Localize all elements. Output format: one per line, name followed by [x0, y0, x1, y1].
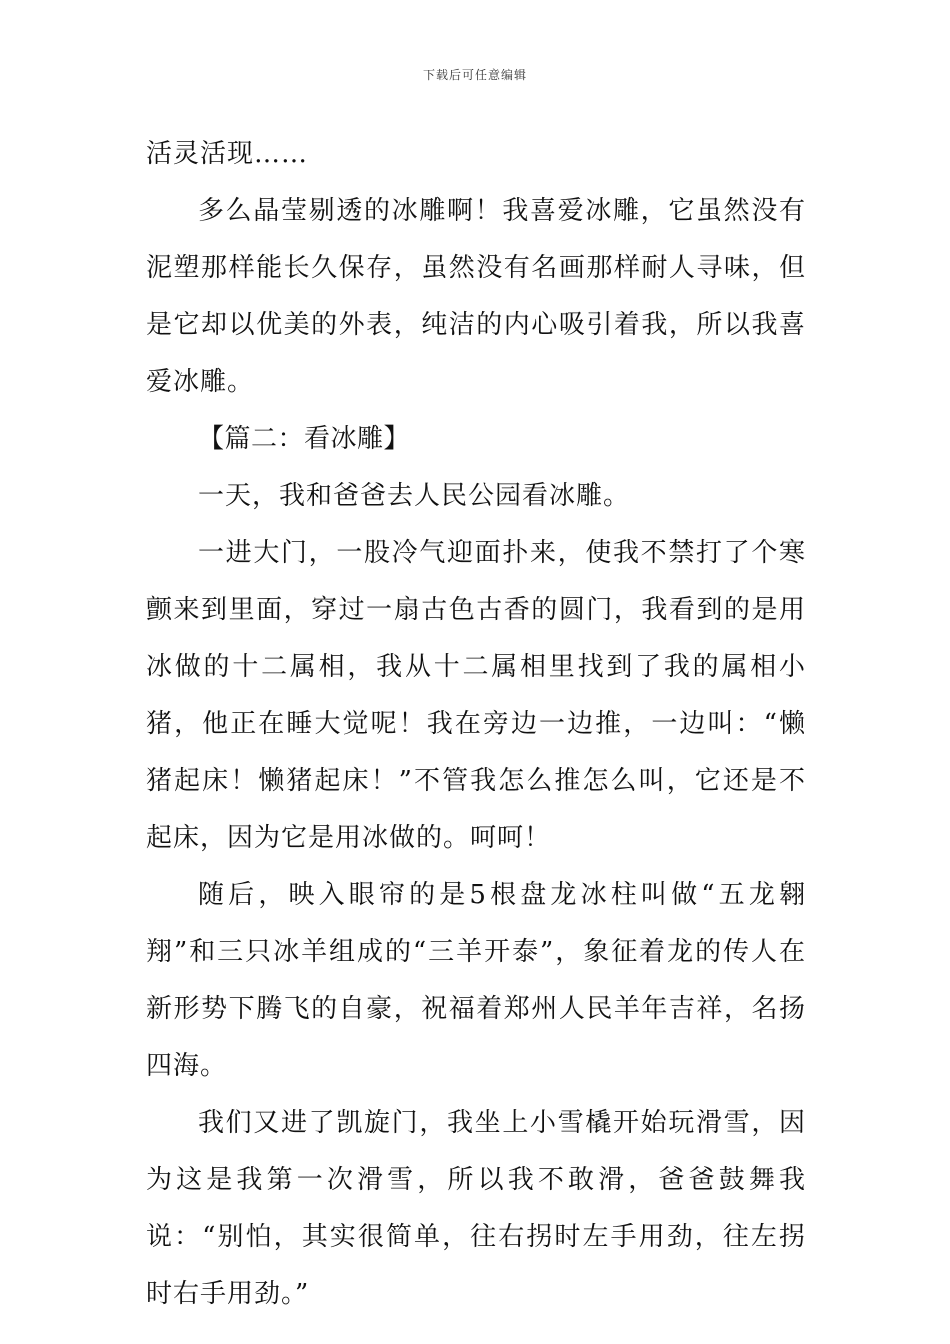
paragraph-conclusion: 多么晶莹剔透的冰雕啊！我喜爱冰雕，它虽然没有泥塑那样能长久保存，虽然没有名画那样耐人寻味，但是它却以优美的外表，纯洁的内心吸引着我，所以我喜爱冰雕。	[146, 196, 806, 397]
paragraph-dragon-pillars: 随后，映入眼帘的是5根盘龙冰柱叫做“五龙翱翔”和三只冰羊组成的“三羊开泰”，象征着龙的传人在新形势下腾飞的自豪，祝福着郑州人民羊年吉祥，名扬四海。	[146, 880, 806, 1081]
section-heading: 【篇二：看冰雕】	[198, 424, 411, 454]
paragraph-sledding: 我们又进了凯旋门，我坐上小雪橇开始玩滑雪，因为这是我第一次滑雪，所以我不敢滑，爸爸鼓舞我说：“别怕，其实很简单，往右拐时左手用劲，往左拐时右手用劲。”	[146, 1108, 806, 1309]
paragraph-zodiac: 一进大门，一股冷气迎面扑来，使我不禁打了个寒颤来到里面，穿过一扇古色古香的圆门，我看到的是用冰做的十二属相，我从十二属相里找到了我的属相小猪，他正在睡大觉呢！我在旁边一边推，一边叫：“懒猪起床！懒猪起床！”不管我怎么推怎么叫，它还是不起床，因为它是用冰做的。呵呵！	[146, 538, 806, 853]
paragraph-continuation: 活灵活现……	[146, 139, 309, 169]
article-body	[146, 126, 806, 1323]
paragraph-intro: 一天，我和爸爸去人民公园看冰雕。	[198, 481, 631, 511]
header-note: 下载后可任意编辑	[422, 68, 527, 82]
